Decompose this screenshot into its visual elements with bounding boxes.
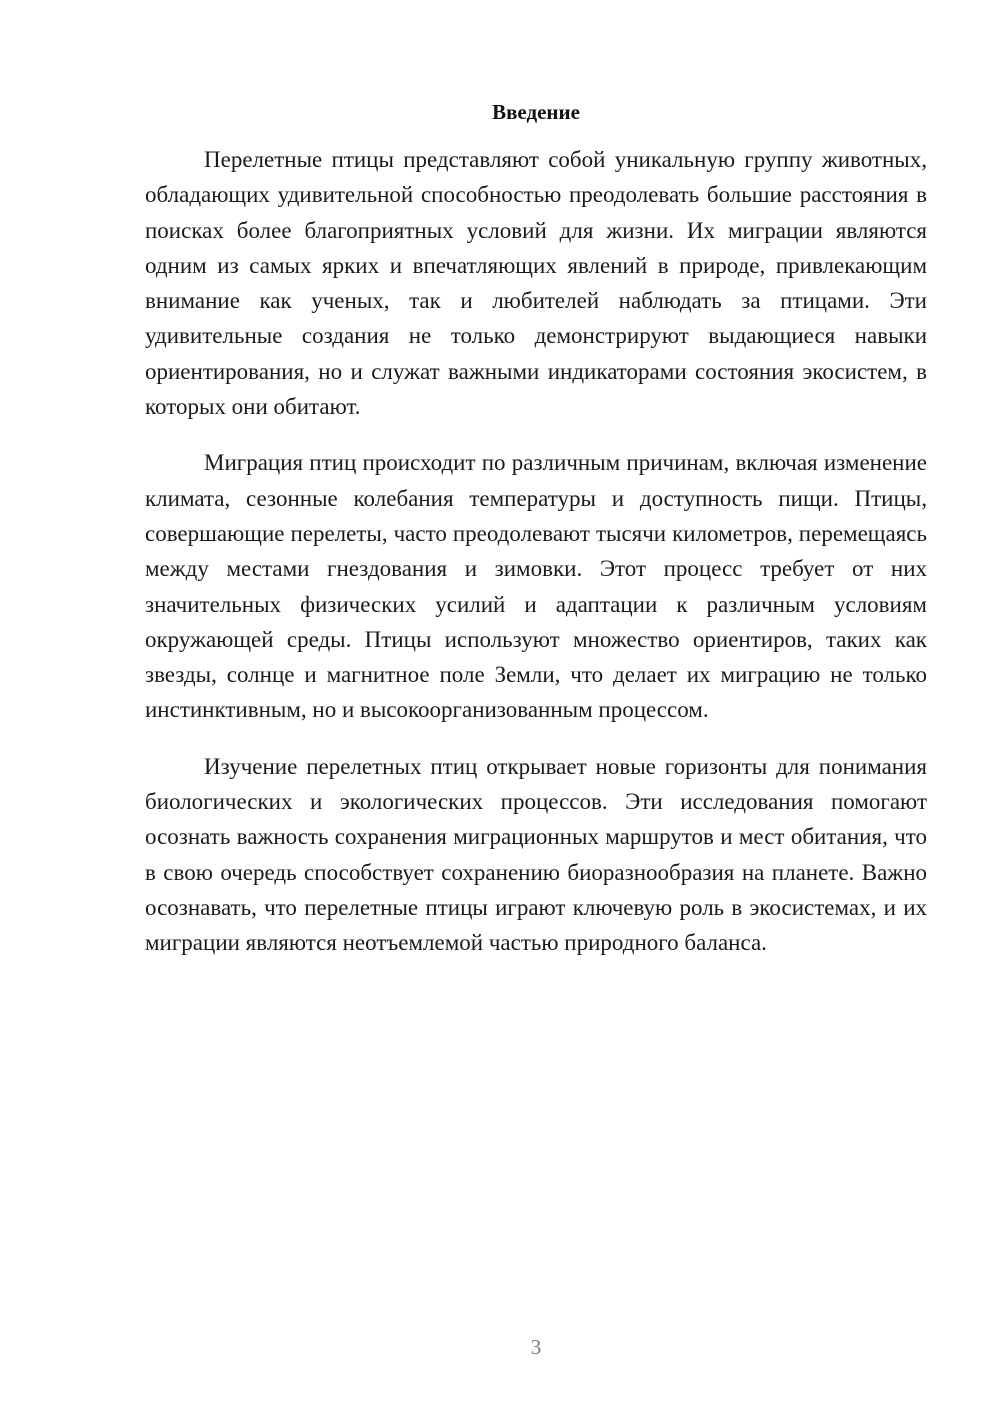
- paragraph-1: Перелетные птицы представляют собой уникальную группу животных, обладающих удивительной способностью преодолевать большие расстояния в поисках более благоприятных условий для жизни. Их миграции являются одним из самых ярких и впечатляющих явлений в природе, привлекающим внимание как ученых, так и любителей наблюдать за птицами. Эти удивительные создания не только демонстрируют выдающиеся навыки ориентирования, но и служат важными индикаторами состояния экосистем, в которых они обитают.: [145, 147, 927, 420]
- body-text: [145, 142, 927, 982]
- paragraph-2: Миграция птиц происходит по различным причинам, включая изменение климата, сезонные колебания температуры и доступность пищи. Птицы, совершающие перелеты, часто преодолевают тысячи километров, перемещаясь между местами гнездования и зимовки. Этот процесс требует от них значительных физических усилий и адаптации к различным условиям окружающей среды. Птицы используют множество ориентиров, таких как звезды, солнце и магнитное поле Земли, что делает их миграцию не только инстинктивным, но и высокоорганизованным процессом.: [145, 450, 927, 723]
- page-number: 3: [530, 1335, 542, 1359]
- paragraph-3: Изучение перелетных птиц открывает новые горизонты для понимания биологических и экологических процессов. Эти исследования помогают осознать важность сохранения миграционных маршрутов и мест обитания, что в свою очередь способствует сохранению биоразнообразия на планете. Важно осознавать, что перелетные птицы играют ключевую роль в экосистемах, и их миграции являются неотъемлемой частью природного баланса.: [145, 753, 927, 956]
- section-heading: Введение: [492, 100, 580, 124]
